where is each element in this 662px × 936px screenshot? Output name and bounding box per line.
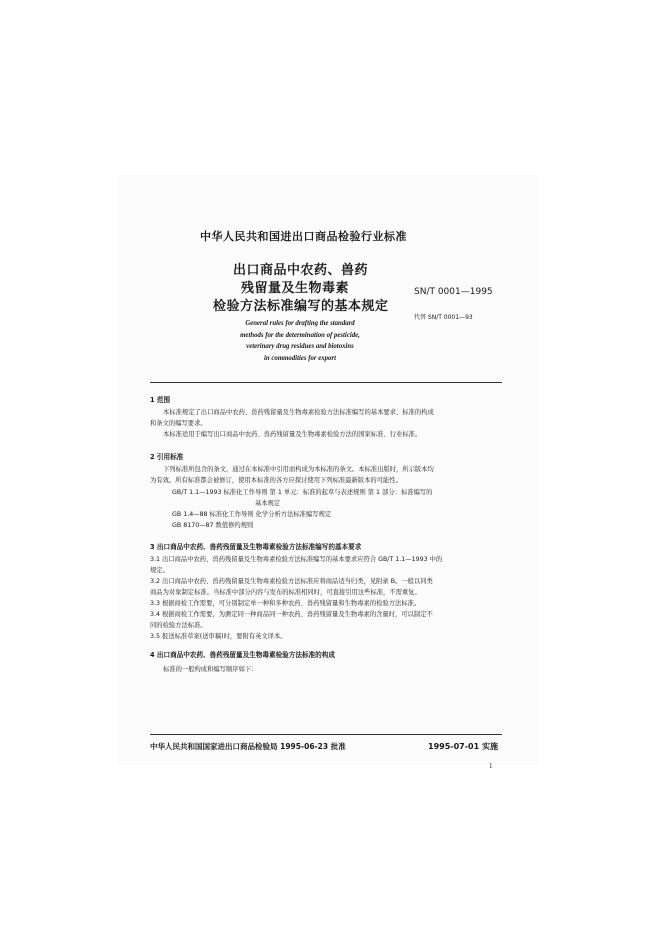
section-3-body (150, 554, 502, 642)
section-4-body (150, 664, 502, 675)
page-number: 1 (489, 762, 493, 770)
en-title (200, 318, 400, 364)
section-heading-3: 3 出口商品中农药、兽药残留量及生物毒素检验方法标准编写的基本要求 (150, 543, 362, 551)
issuer-title: 中华人民共和国进出口商品检验行业标准 (200, 230, 407, 243)
text-line: 本标准规定了出口商品中农药、兽药残留量及生物毒素检验方法标准编写的基本要求、标准的构成 (163, 409, 434, 416)
text-line: 下列标准所包含的条文，通过在本标准中引用而构成为本标准的条文。本标准出版时，所示版本均 (163, 466, 434, 473)
section-heading-2: 2 引用标准 (150, 453, 184, 461)
footer-divider (150, 734, 502, 735)
header-divider (150, 382, 502, 383)
section-heading-4: 4 出口商品中农药、兽药残留量及生物毒素检验方法标准的构成 (150, 651, 335, 659)
text-line: 本标准适用于编写出口商品中农药、兽药残留量及生物毒素检验方法的国家标准、行业标准。 (163, 431, 422, 438)
standard-number: SN/T 0001—1995 (414, 287, 493, 297)
cn-title-line-2: 残留量及生物毒素 (241, 281, 350, 296)
implementation-date: 1995-07-01 实施 (428, 742, 498, 751)
en-title-line: General rules for drafting the standard (245, 320, 355, 327)
cn-title-line-3: 检验方法标准编写的基本规定 (213, 299, 389, 314)
text-line: 商品为对象制定标准。当标准中部分内容与发布的标准相同时，可直接引用这些标准，不需重复。 (150, 589, 421, 596)
en-title-line: veterinary drug residues and biotoxins (246, 343, 354, 350)
text-line: 3.2 出口商品中农药、兽药残留量及生物毒素检验方法标准应将商品适当归类，见附录 B。一般以同类 (150, 578, 433, 585)
text-line: 3.1 出口商品中农药、兽药残留量及生物毒素检验方法标准编写的基本要求应符合 GB/T 1.1—1993 中的 (150, 556, 443, 563)
text-line: 为有效。所有标准都会被修订，使用本标准的各方应探讨使用下列标准最新版本的可能性。 (150, 477, 402, 484)
reference-item: GB 1.4—88 标准化工作导则 化学分析方法标准编写规定 (172, 511, 332, 518)
section-heading-1: 1 范围 (150, 396, 171, 404)
text-line: 和条文的编写要求。 (150, 420, 207, 427)
reference-item-cont: 基本规定 (255, 500, 281, 507)
standard-replaces: 代替 SN/T 0001—93 (414, 314, 473, 321)
cn-title-line-1: 出口商品中农药、兽药 (233, 263, 369, 278)
text-line: 规定。 (150, 567, 169, 574)
reference-item: GB/T 1.1—1993 标准化工作导则 第 1 单元：标准的起草与表述规则 第 1 部分：标准编写的 (172, 489, 433, 496)
text-line: 标准的一般构成和编写顺序如下： (163, 666, 258, 673)
approval-line: 中华人民共和国国家进出口商品检验局 1995-06-23 批准 (150, 742, 346, 751)
text-line: 3.3 根据商检工作需要，可分别制定单一种和多种农药、兽药残留量和生物毒素的检验方法标准。 (150, 600, 421, 607)
section-2-body (150, 464, 502, 486)
section-1-body (150, 407, 502, 440)
en-title-line: in commodities for export (264, 354, 336, 362)
text-line: 同的检验方法标准。 (150, 622, 207, 629)
en-title-line: methods for the determination of pesticide, (240, 331, 360, 339)
reference-item: GB 8170—87 数值修约规则 (172, 522, 254, 529)
text-line: 3.5 报送标准草案(送审稿)时，要附有英文译本。 (150, 633, 287, 640)
text-line: 3.4 根据商检工作需要，为测定同一种商品同一种农药、兽药残留量及生物毒素的含量时，可以制定不 (150, 611, 433, 618)
